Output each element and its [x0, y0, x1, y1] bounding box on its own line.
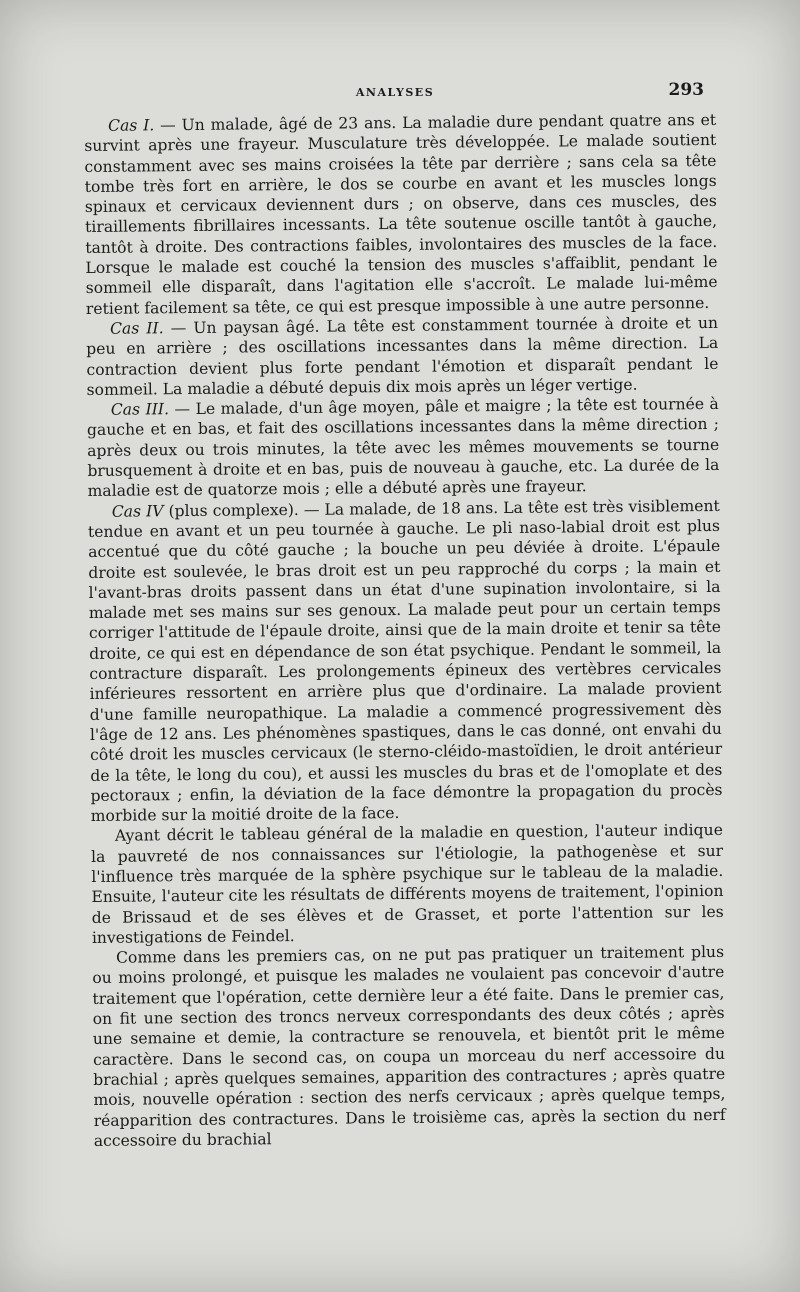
paragraph-cas-2: [86, 313, 719, 400]
paragraph-text: — Le malade, d'un âge moyen, pâle et maigre ; la tête est tournée à gauche et en bas, et fait des oscillations incessantes dans la même direction ; après deux ou trois minutes, la tête avec les mêmes mouvements se tourne brusquement à droite et en bas, puis de nouveau à gauche, etc. La durée de la maladie est de quatorze mois ; elle a débuté après une frayeur.: [86, 395, 720, 501]
paragraph-text: — Un paysan âgé. La tête est constamment tournée à droite et un peu en arrière ; des oscillations incessantes dans la même direction. La contraction devient plus forte pendant l'émotion et disparaît pendant le sommeil. La maladie a débuté depuis dix mois après un léger vertige.: [86, 313, 719, 399]
paragraph-text: — Un malade, âgé de 23 ans. La maladie dure pendant quatre ans et survint après une frayeur. Musculature très développée. Le malade soutient constamment avec ses mains croisées la tête par derrière ; sans cela sa tête tombe très fort en arrière, le dos se courbe en avant et les muscles longs spinaux et cervicaux deviennent durs ; on observe, dans ces muscles, des tiraillements fibrillaires incessants. La tête soutenue oscille tantôt à gauche, tantôt à droite. Des contractions faibles, involontaires des muscles de la face. Lorsque le malade est couché la tension des muscles s'affaiblit, pendant le sommeil elle disparaît, dans l'agitation elle s'accroît. Le malade lui-même retient facilement sa tête, ce qui est presque impossible à une autre personne.: [84, 110, 718, 318]
paragraph-text: (plus complexe). — La malade, de 18 ans. La tête est très visiblement tendue en avant et un peu tournée à gauche. Le pli naso-labial droit est plus accentué que du côté gauche ; la bouche un peu déviée à droite. L'épaule droite est soulevée, le bras droit est un peu rapproché du corps ; la main et l'avant-bras droits passent dans un état d'une supination involontaire, si la malade met ses mains sur ses genoux. La malade peut pour un certain temps corriger l'attitude de l'épaule droite, ainsi que de la main droite et tenir sa tête droite, ce qui est en dépendance de son état psychique. Pendant le sommeil, la contracture disparaît. Les prolongements épineux des vertèbres cervicales inférieures ressortent en arrière plus que d'ordinaire. La malade provient d'une famille neuropathique. La maladie a commencé progressivement dès l'âge de 12 ans. Les phénomènes spastiques, dans le cas donné, ont envahi du côté droit les muscles cervicaux (le sterno-cléido-mastoïdien, le droit antérieur de la tête, le long du cou), et aussi les muscles du bras et de l'omoplate et des pectoraux ; enfin, la déviation de la face démontre la propagation du procès morbide sur la moitié droite de la face.: [87, 496, 723, 826]
running-head: ANALYSES: [355, 86, 435, 99]
paragraph-cas-3: [87, 394, 720, 502]
paragraph-text: Comme dans les premiers cas, on ne put pas pratiquer un traitement plus ou moins prolongé, et puisque les malades ne voulaient pas concevoir d'autre traitement que l'opération, cette dernière leur a été faite. Dans le premier cas, on fit une section des troncs nerveux correspondants des deux côtés ; après une semaine et demie, la contracture se renouvela, et bientôt prit le même caractère. Dans le second cas, on coupa un morceau du nerf accessoire du brachial ; après quelques semaines, apparition des contractures ; après quatre mois, nouvelle opération : section des nerfs cervicaux ; après quelque temps, réapparition des contractures. Dans le troisième cas, après la section du nerf accessoire du brachial: [92, 943, 726, 1150]
paragraph-summary: [91, 820, 724, 948]
case-label: Cas I.: [108, 116, 155, 135]
paragraph-treatment: [92, 942, 726, 1151]
paragraph-text: Ayant décrit le tableau général de la maladie en question, l'auteur indique la pauvreté de nos connaissances sur l'étiologie, la pathogenèse et sur l'influence très marquée de la sphère psychique sur le tableau de la maladie. Ensuite, l'auteur cite les résultats de différents moyens de traitement, l'opinion de Brissaud et de ses élèves et de Grasset, et porte l'attention sur les investigations de Feindel.: [91, 821, 724, 947]
paragraph-cas-4: [88, 496, 723, 827]
case-label: Cas II.: [109, 319, 164, 338]
body-text: [84, 110, 726, 1151]
case-label: Cas IV: [111, 501, 164, 521]
paragraph-cas-1: [84, 110, 718, 319]
case-label: Cas III.: [110, 400, 170, 419]
page-header: [86, 80, 704, 104]
page-number: 293: [668, 80, 704, 100]
